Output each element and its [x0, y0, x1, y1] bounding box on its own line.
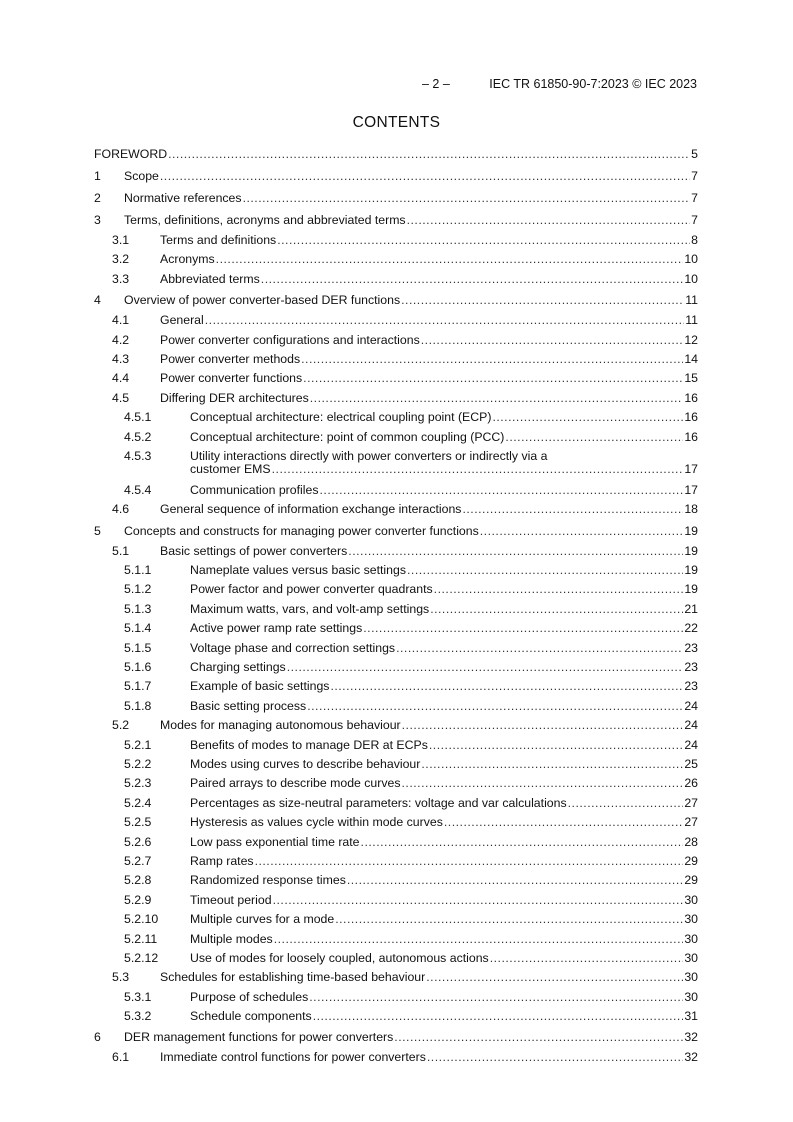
dot-leader	[363, 619, 683, 638]
toc-entry-number: 5.2.4	[124, 795, 152, 810]
toc-entry-number: 5.2.10	[124, 912, 159, 927]
toc-entry[interactable]	[94, 949, 698, 968]
dot-leader	[402, 716, 684, 735]
toc-entry-number: 4.5.3	[124, 448, 152, 463]
toc-entry-number: 6	[94, 1030, 101, 1045]
toc-entry[interactable]	[94, 231, 698, 250]
toc-entry-number: 5.1	[112, 543, 130, 558]
toc-entry-title: Charging settings	[190, 660, 286, 675]
toc-entry[interactable]	[94, 165, 698, 187]
dot-leader	[273, 891, 684, 910]
dot-leader	[402, 774, 684, 793]
toc-entry-page: 27	[684, 795, 698, 810]
toc-entry[interactable]	[94, 658, 698, 677]
toc-entry-page: 22	[684, 621, 698, 636]
dot-leader	[261, 270, 684, 289]
toc-entry-title: Power converter functions	[160, 371, 303, 386]
toc-entry[interactable]	[94, 910, 698, 929]
dot-leader	[348, 542, 683, 561]
toc-entry-number: 4.5.1	[124, 410, 152, 425]
toc-entry-number: 4.5.2	[124, 429, 152, 444]
toc-entry[interactable]	[94, 520, 698, 542]
page-title: CONTENTS	[352, 114, 441, 131]
toc-entry[interactable]	[94, 639, 698, 658]
toc-entry-page: 24	[684, 718, 698, 733]
toc-entry-page: 5	[691, 147, 698, 161]
toc-entry-title: Conceptual architecture: electrical coupling point (ECP)	[190, 410, 492, 425]
dot-leader	[505, 428, 683, 447]
toc-entry-title: Terms, definitions, acronyms and abbreviated terms	[124, 213, 406, 227]
toc-entry-number: 5.2.8	[124, 873, 152, 888]
toc-entry-page: 24	[684, 737, 698, 752]
toc-entry-title: Power converter methods	[160, 351, 301, 366]
dot-leader	[430, 600, 683, 619]
toc-entry-number: 4.3	[112, 351, 130, 366]
toc-entry-number: 5.2.5	[124, 815, 152, 830]
toc-entry-number: 5.1.7	[124, 679, 152, 694]
dot-leader	[272, 460, 684, 479]
toc-entry[interactable]	[94, 988, 698, 1007]
toc-entry[interactable]	[94, 311, 698, 330]
toc-entry-title: Normative references	[124, 191, 242, 205]
toc-entry-title: Example of basic settings	[190, 679, 330, 694]
toc-entry[interactable]	[94, 289, 698, 311]
toc-entry-page: 14	[684, 351, 698, 366]
dot-leader	[462, 500, 683, 519]
toc-entry[interactable]	[94, 187, 698, 209]
toc-entry-title: Terms and definitions	[160, 233, 277, 247]
toc-entry-page: 30	[684, 950, 698, 965]
dot-leader	[309, 988, 683, 1007]
toc-entry-number: 5.2.9	[124, 892, 152, 907]
dot-leader	[287, 658, 684, 677]
toc-entry[interactable]	[94, 755, 698, 774]
toc-entry-page: 24	[684, 698, 698, 713]
toc-entry-title: Conceptual architecture: point of common coupling (PCC)	[190, 429, 505, 444]
toc-entry-title: Use of modes for loosely coupled, autonomous actions	[190, 950, 489, 965]
dot-leader	[480, 520, 684, 542]
dot-leader	[426, 968, 683, 987]
toc-entry-page: 15	[684, 371, 698, 386]
dot-leader	[407, 561, 683, 580]
page-header	[422, 77, 697, 91]
toc-entry[interactable]	[94, 794, 698, 813]
toc-entry[interactable]	[94, 600, 698, 619]
toc-entry-page: 17	[684, 482, 698, 497]
toc-entry-number: 4.1	[112, 313, 130, 328]
toc-entry-title: Hysteresis as values cycle within mode curves	[190, 815, 443, 830]
toc-entry-page: 11	[685, 313, 698, 328]
toc-entry[interactable]	[94, 871, 698, 890]
toc-entry-page: 19	[684, 543, 698, 558]
toc-entry-title: Paired arrays to describe mode curves	[190, 776, 401, 791]
toc-entry-page: 10	[684, 271, 698, 286]
dot-leader	[394, 1026, 683, 1048]
toc-entry[interactable]	[94, 813, 698, 832]
dot-leader	[444, 813, 683, 832]
toc-entry-title: Scope	[124, 169, 159, 183]
dot-leader	[216, 250, 684, 269]
dot-leader	[421, 755, 683, 774]
toc-entry-title: Randomized response times	[190, 873, 346, 888]
toc-entry-number: 5.2	[112, 718, 130, 733]
toc-entry-number: 5.2.7	[124, 853, 152, 868]
toc-entry-title: Basic setting process	[190, 698, 307, 713]
dot-leader	[255, 852, 684, 871]
toc-entry-number: 1	[94, 169, 101, 183]
dot-leader	[361, 833, 684, 852]
dot-leader	[434, 580, 684, 599]
document-id: IEC TR 61850-90-7:2023 © IEC 2023	[489, 77, 697, 91]
page-number: – 2 –	[421, 77, 450, 91]
toc-entry-page: 30	[684, 912, 698, 927]
toc-entry-page: 7	[691, 191, 698, 205]
toc-entry-page: 21	[684, 601, 698, 616]
toc-entry-number: 5.3.1	[124, 989, 152, 1004]
dot-leader	[301, 350, 683, 369]
toc-entry-page: 29	[684, 853, 698, 868]
toc-entry-title: Basic settings of power converters	[160, 543, 348, 558]
toc-entry-page: 16	[684, 390, 698, 405]
dot-leader	[568, 794, 684, 813]
toc-entry-title: General	[160, 313, 204, 328]
toc-entry[interactable]	[94, 331, 698, 350]
toc-entry-number: 5.1.3	[124, 601, 152, 616]
toc-entry-number: 3.3	[112, 271, 130, 286]
toc-entry-page: 10	[684, 252, 698, 267]
toc-entry-page: 19	[684, 563, 698, 578]
toc-entry-title: Acronyms	[160, 252, 215, 267]
toc-entry-title: Purpose of schedules	[190, 989, 309, 1004]
toc-entry-number: 4.2	[112, 332, 130, 347]
toc-entry-page: 26	[684, 776, 698, 791]
toc-entry-number: 5.2.11	[124, 931, 158, 946]
toc-entry-title: Overview of power converter-based DER functions	[124, 293, 401, 308]
toc-entry-title: Maximum watts, vars, and volt-amp settings	[190, 601, 430, 616]
toc-entry[interactable]	[94, 209, 698, 231]
toc-entry[interactable]	[94, 716, 698, 735]
toc-entry-title: Low pass exponential time rate	[190, 834, 360, 849]
toc-entry-number: 3.1	[112, 233, 130, 247]
dot-leader	[427, 1048, 683, 1067]
dot-leader	[303, 369, 683, 388]
toc-entry-number: 5.2.6	[124, 834, 152, 849]
toc-entry[interactable]	[94, 852, 698, 871]
toc-entry[interactable]	[94, 619, 698, 638]
toc-entry[interactable]	[94, 736, 698, 755]
toc-entry-title: Abbreviated terms	[160, 271, 260, 286]
toc-entry-page: 19	[684, 582, 698, 597]
dot-leader	[320, 481, 684, 500]
toc-entry[interactable]	[94, 580, 698, 599]
toc-entry-page: 32	[684, 1050, 698, 1065]
dot-leader	[407, 209, 691, 231]
toc-entry-title: General sequence of information exchange interactions	[160, 502, 462, 517]
toc-entry-title: Voltage phase and correction settings	[190, 640, 396, 655]
toc-entry-page: 16	[684, 429, 698, 444]
toc-entry-number: 5.1.1	[124, 563, 152, 578]
toc-entry-number: 4.6	[112, 502, 130, 517]
toc-entry-title: Concepts and constructs for managing power converter functions	[124, 523, 479, 538]
toc-entry-page: 30	[684, 970, 698, 985]
dot-leader	[310, 389, 684, 408]
toc-entry-title: Percentages as size-neutral parameters: voltage and var calculations	[190, 795, 567, 810]
toc-entry-page: 23	[684, 640, 698, 655]
toc-entry-number: 4	[94, 293, 101, 308]
toc-entry[interactable]	[94, 481, 698, 500]
toc-entry-page: 30	[684, 931, 698, 946]
toc-entry-title: Timeout period	[190, 892, 272, 907]
toc-entry-number: 5.2.2	[124, 756, 152, 771]
dot-leader	[429, 736, 683, 755]
dot-leader	[492, 408, 683, 427]
toc-entry-number: 5.3.2	[124, 1009, 152, 1024]
toc-entry[interactable]	[94, 447, 698, 481]
dot-leader	[347, 871, 683, 890]
toc-entry-title: Active power ramp rate settings	[190, 621, 363, 636]
toc-entry[interactable]	[94, 143, 698, 165]
dot-leader	[335, 910, 683, 929]
toc-entry-number: 6.1	[112, 1050, 130, 1065]
dot-leader	[277, 231, 690, 250]
toc-entry-page: 19	[684, 523, 698, 538]
table-of-contents	[94, 143, 698, 1068]
toc-entry-title: Differing DER architectures	[160, 390, 309, 405]
toc-entry-page: 27	[684, 815, 698, 830]
toc-entry[interactable]	[94, 774, 698, 793]
toc-entry-page: 28	[684, 834, 698, 849]
toc-entry[interactable]	[94, 677, 698, 696]
toc-entry-title: Communication profiles	[190, 482, 319, 497]
toc-entry-number: 5	[94, 523, 101, 538]
toc-entry[interactable]	[94, 389, 698, 408]
toc-entry[interactable]	[94, 697, 698, 716]
toc-entry-title: customer EMS	[190, 461, 271, 476]
toc-entry-page: 8	[691, 233, 698, 247]
toc-entry-page: 31	[684, 1009, 698, 1024]
toc-entry-number: 5.1.2	[124, 582, 152, 597]
toc-entry-title: Ramp rates	[190, 853, 254, 868]
toc-entry[interactable]	[94, 500, 698, 519]
toc-entry-number: 5.2.12	[124, 950, 159, 965]
toc-entry[interactable]	[94, 270, 698, 289]
toc-entry-page: 16	[684, 410, 698, 425]
toc-entry[interactable]	[94, 968, 698, 987]
toc-entry[interactable]	[94, 350, 698, 369]
dot-leader	[330, 677, 683, 696]
toc-entry-page: 18	[684, 502, 698, 517]
toc-entry-title: Nameplate values versus basic settings	[190, 563, 406, 578]
toc-entry-page: 7	[691, 213, 698, 227]
toc-entry-title: Multiple curves for a mode	[190, 912, 335, 927]
dot-leader	[168, 143, 690, 165]
toc-entry-title: Modes using curves to describe behaviour	[190, 756, 421, 771]
toc-entry-title: Schedules for establishing time-based behaviour	[160, 970, 426, 985]
toc-entry-title: Power factor and power converter quadrants	[190, 582, 433, 597]
toc-entry-title-line1: Utility interactions directly with power converters or indirectly via a	[190, 448, 548, 463]
dot-leader	[313, 1007, 684, 1026]
dot-leader	[160, 165, 690, 187]
toc-entry-page: 23	[684, 679, 698, 694]
toc-entry-title: FOREWORD	[94, 147, 168, 161]
toc-entry[interactable]	[94, 1007, 698, 1026]
toc-entry-number: 3	[94, 213, 101, 227]
toc-entry-number: 3.2	[112, 252, 130, 267]
toc-entry-number: 5.1.6	[124, 660, 152, 675]
dot-leader	[243, 187, 691, 209]
toc-entry-number: 5.1.8	[124, 698, 152, 713]
dot-leader	[401, 289, 684, 311]
toc-entry[interactable]	[94, 408, 698, 427]
toc-entry-page: 29	[684, 873, 698, 888]
toc-entry-page: 7	[691, 169, 698, 183]
toc-entry-number: 5.3	[112, 970, 130, 985]
toc-entry-page: 12	[684, 332, 698, 347]
toc-entry-number: 5.1.4	[124, 621, 152, 636]
dot-leader	[274, 930, 684, 949]
toc-entry-title: Schedule components	[190, 1009, 312, 1024]
toc-entry-title: Power converter configurations and interactions	[160, 332, 420, 347]
dot-leader	[421, 331, 684, 350]
toc-entry[interactable]	[94, 369, 698, 388]
toc-entry[interactable]	[94, 930, 698, 949]
toc-entry-title: Benefits of modes to manage DER at ECPs	[190, 737, 428, 752]
dot-leader	[490, 949, 684, 968]
toc-entry-title: Immediate control functions for power converters	[160, 1050, 426, 1065]
toc-entry-page: 11	[685, 293, 698, 308]
dot-leader	[396, 639, 683, 658]
toc-entry[interactable]	[94, 1026, 698, 1048]
toc-entry-number: 4.4	[112, 371, 130, 386]
toc-entry-number: 2	[94, 191, 101, 205]
toc-entry[interactable]	[94, 891, 698, 910]
toc-entry-page: 30	[684, 989, 698, 1004]
toc-entry-page: 30	[684, 892, 698, 907]
toc-entry-page: 32	[684, 1030, 698, 1045]
dot-leader	[205, 311, 684, 330]
toc-entry[interactable]	[94, 428, 698, 447]
toc-entry-number: 5.2.1	[124, 737, 152, 752]
toc-entry[interactable]	[94, 833, 698, 852]
toc-entry[interactable]	[94, 561, 698, 580]
toc-entry-number: 4.5.4	[124, 482, 152, 497]
toc-entry-title: Multiple modes	[190, 931, 273, 946]
toc-entry[interactable]	[94, 542, 698, 561]
toc-entry-title: DER management functions for power converters	[124, 1030, 394, 1045]
toc-entry-number: 5.2.3	[124, 776, 152, 791]
toc-entry[interactable]	[94, 250, 698, 269]
toc-entry-title: Modes for managing autonomous behaviour	[160, 718, 401, 733]
toc-entry[interactable]	[94, 1048, 698, 1067]
dot-leader	[307, 697, 683, 716]
toc-entry-number: 4.5	[112, 390, 130, 405]
toc-entry-page: 25	[684, 756, 698, 771]
toc-entry-number: 5.1.5	[124, 640, 152, 655]
toc-entry-page: 23	[684, 660, 698, 675]
toc-entry-page: 17	[684, 461, 698, 476]
